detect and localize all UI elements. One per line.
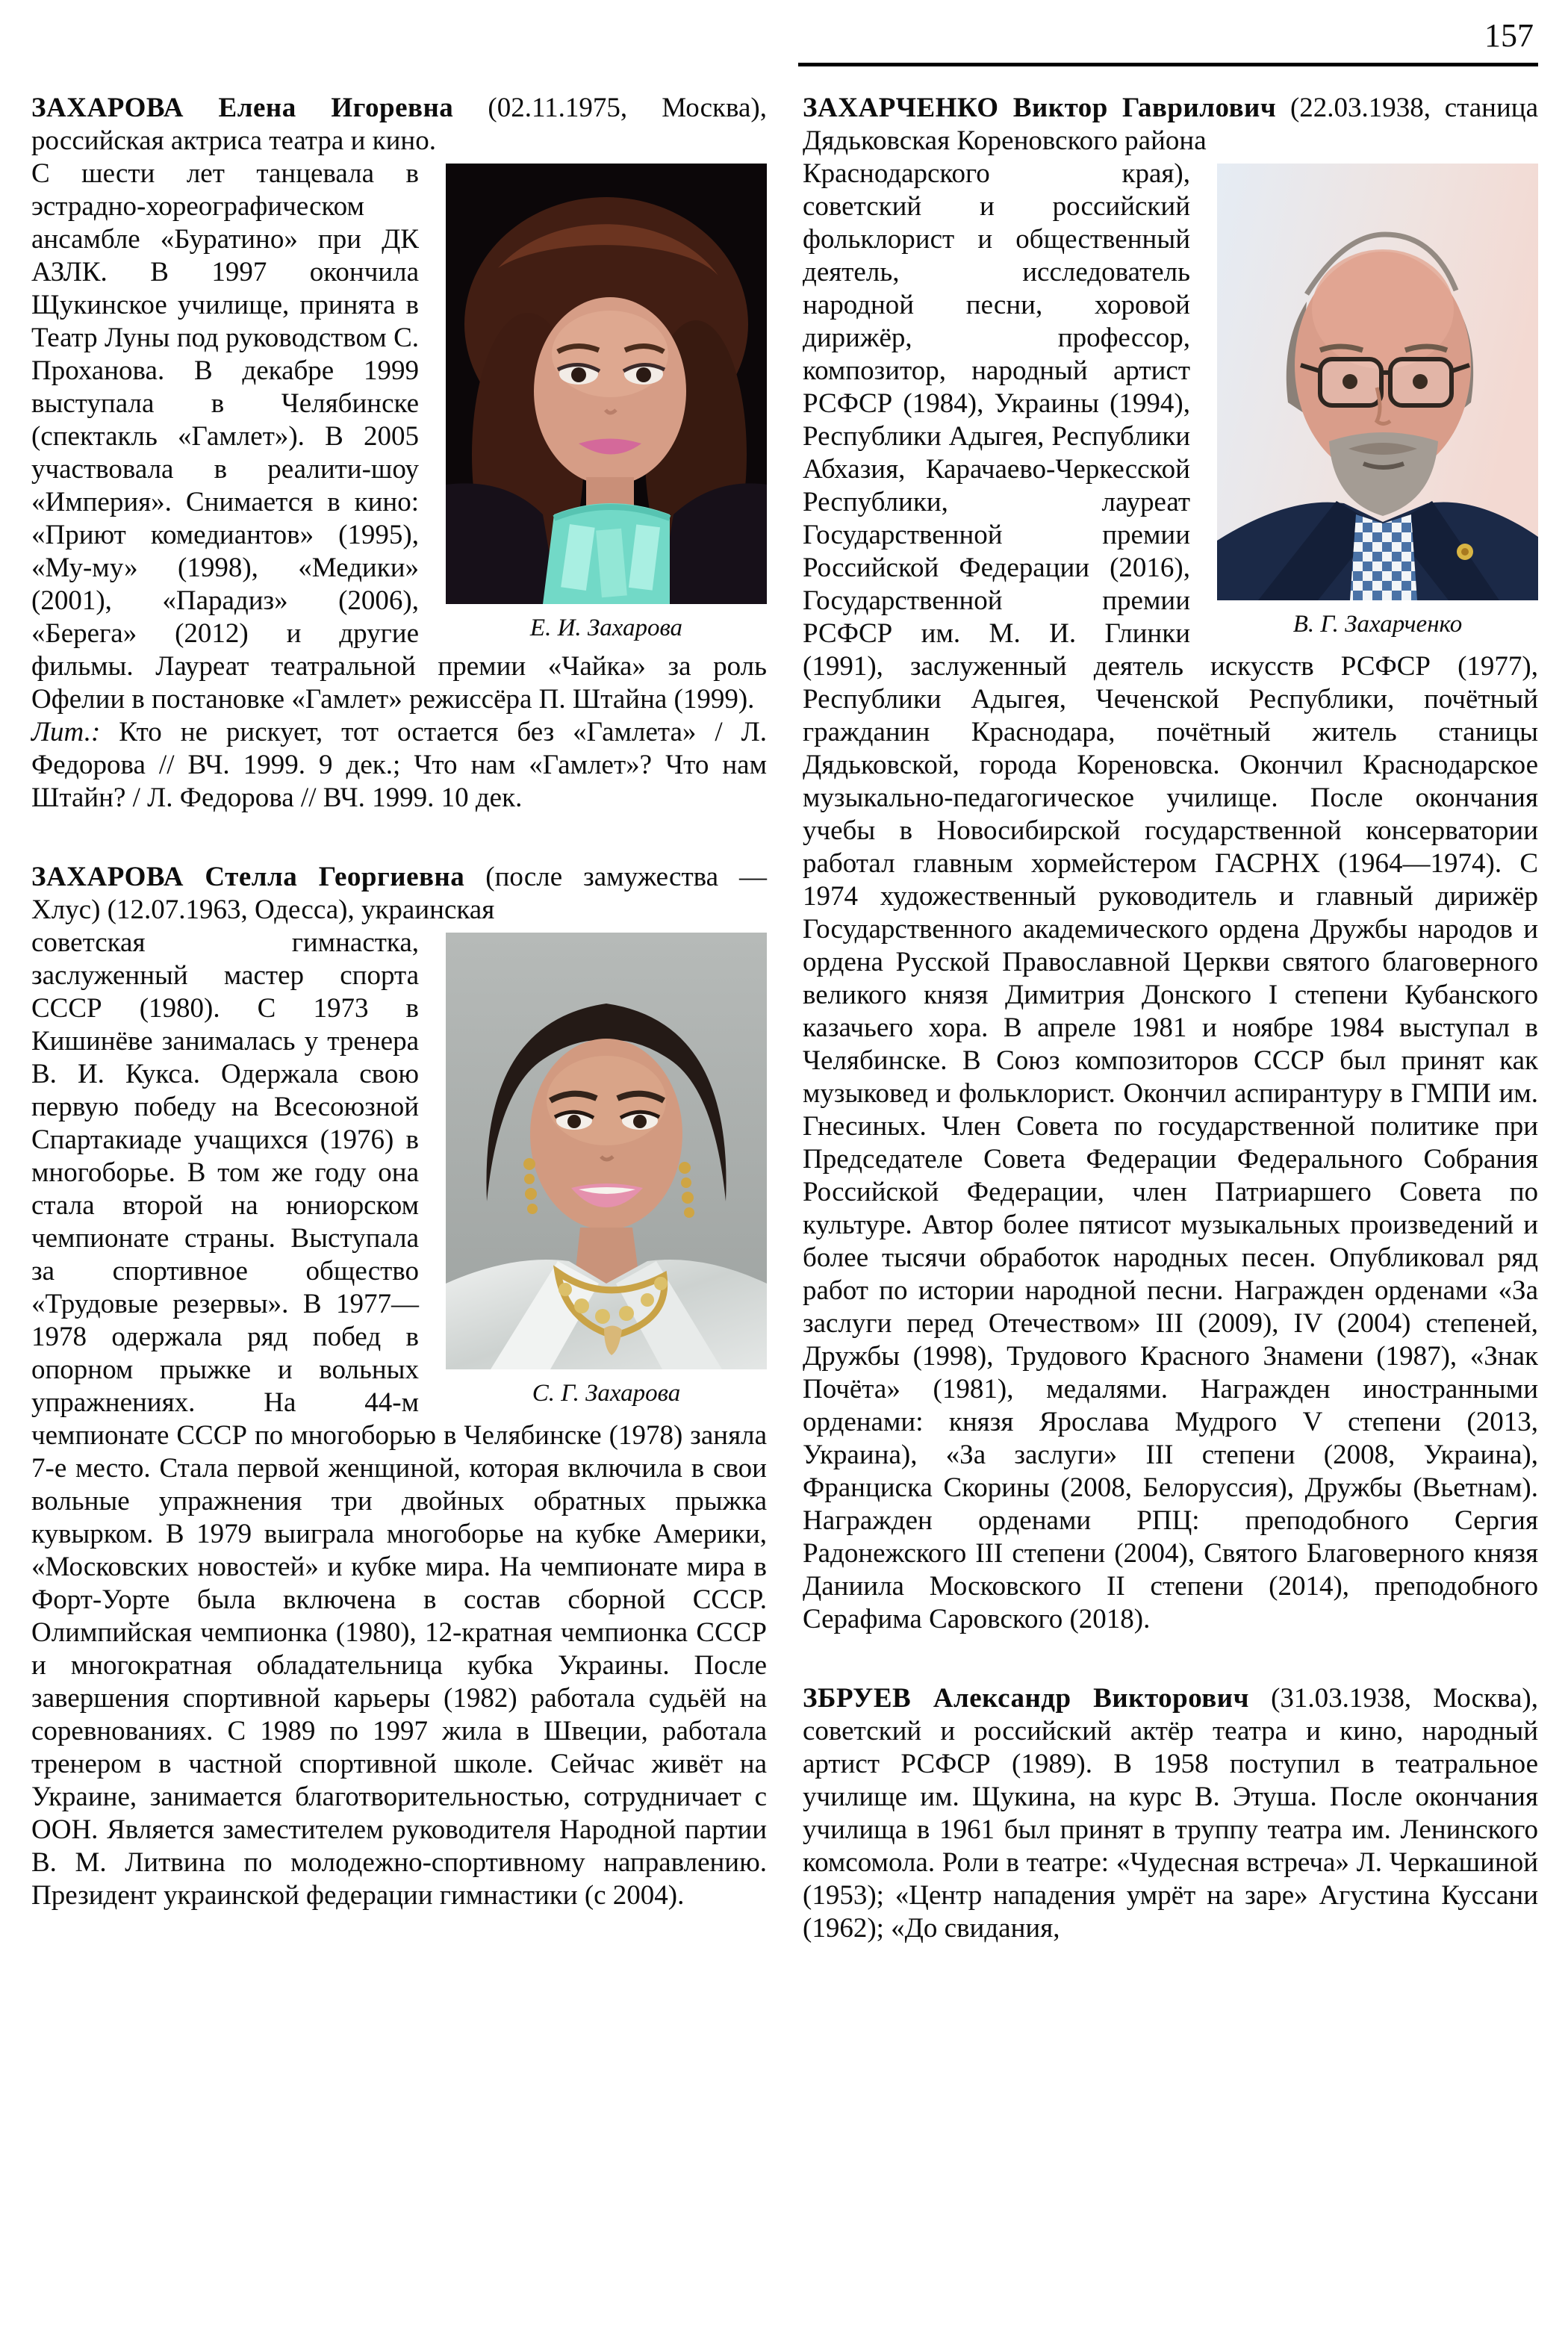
left-column xyxy=(31,92,767,1945)
entry-name: ЗАХАРОВА Стелла Георгиевна xyxy=(31,862,465,892)
man-portrait-photo xyxy=(1217,164,1538,600)
entry-zakharova-elena xyxy=(31,92,767,815)
photo-caption: Е. И. Захарова xyxy=(529,615,683,641)
literature-paragraph xyxy=(31,716,767,815)
right-column xyxy=(803,92,1538,1945)
woman-portrait-photo xyxy=(446,933,767,1369)
entry-lead-paragraph xyxy=(31,861,767,927)
literature-text: Кто не рискует, тот остается без «Гамлета» / Л. Федорова // ВЧ. 1999. 9 дек.; Что нам «Гамлет»? Что нам Штайн? / Л. Федорова // ВЧ. 1999. 10 дек. xyxy=(31,717,768,813)
page-header xyxy=(798,16,1538,66)
photo-caption: С. Г. Захарова xyxy=(532,1380,681,1407)
two-column-layout xyxy=(31,92,1538,1945)
entry-body-text: (31.03.1938, Москва), советский и российский актёр театра и кино, народный артист РСФСР (1989). В 1958 поступил в театральное училище им. Щукина, на курс В. Этуша. После окончания училища в 1961 был принят в труппу театра им. Ленинского комсомола. Роли в театре: «Чудесная встреча» Л. Черкашиной (1953); «Центр нападения умрёт на заре» Агустина Куссани (1962); «До свидания, xyxy=(803,1683,1538,1944)
entry-lead-text: (22.03.1938, станица Дядьковская Кореновского района xyxy=(803,93,1538,156)
page-number: 157 xyxy=(1484,17,1534,54)
entry-name: ЗБРУЕВ Александр Викторович xyxy=(803,1683,1249,1714)
woman-portrait-photo xyxy=(446,164,767,604)
photo-stella-zakharova xyxy=(446,933,767,1408)
entry-name: ЗАХАРОВА Елена Игоревна xyxy=(31,93,454,123)
entry-lead-paragraph xyxy=(803,1682,1538,1945)
photo-caption: В. Г. Захарченко xyxy=(1292,611,1463,638)
photo-viktor-zakharchenko xyxy=(1217,164,1538,639)
entry-lead-text: (02.11.1975, Москва), российская актриса театра и кино. xyxy=(31,93,768,156)
entry-name: ЗАХАРЧЕНКО Виктор Гаврилович xyxy=(803,93,1277,123)
photo-elena-zakharova xyxy=(446,164,767,643)
entry-body-text: Краснодарского края), советский и российский фольклорист и общественный деятель, исследователь народной песни, хоровой дирижёр, профессор, композитор, народный артист РСФСР (1984), Украины (1994), Республики Адыгея, Республики Абхазия, Карачаево-Черкесской Республики, лауреат Государственной премии Российской Федерации (2016), Государственной премии РСФСР им. М. И. Глинки (1991), заслуженный деятель искусств РСФСР (1977), Республики Адыгея, Чеченской Республики, почётный гражданин Краснодара, почётный житель станицы Дядьковской, города Кореновска. Окончил Краснодарское музыкально-педагогическое училище. После окончания учебы в Новосибирской государственной консерватории работал главным хормейстером ГАСРНХ (1964—1974). С 1974 художественный руководитель и главный дирижёр Государственного академического ордена Дружбы народов и ордена Русской Православной Церкви святого благоверного великого князя Димитрия Донского I степени Кубанского казачьего хора. В апреле 1981 и ноябре 1984 выступал в Челябинске. В Союз композиторов СССР был принят как музыковед и фольклорист. Окончил аспирантуру в ГМПИ им. Гнесиных. Член Совета по государственной политике при Председателе Совета Федерации Федерального Собрания Российской Федерации, член Патриаршего Совета по культуре. Автор более пятисот музыкальных произведений и более тысячи обработок народных песен. Опубликовал ряд работ по истории народной песни. Награжден орденами «За заслуги перед Отечеством» III (2009), IV (2004) степеней, Дружбы (1998), Трудового Красного Знамени (1987), «Знак Почёта» (1981), медалями. Награжден иностранными орденами: князя Ярослава Мудрого V степени (2013, Украина), «За заслуги» III степени (2008, Украина), Франциска Скорины (2008, Белоруссия), Дружбы (Вьетнам). Награжден орденами РПЦ: преподобного Сергия Радонежского III степени (2004), Святого Благоверного князя Даниила Московского II степени (2014), преподобного Серафима Саровского (2018). xyxy=(803,158,1538,1634)
entry-zakharova-stella xyxy=(31,861,767,1912)
entry-lead-paragraph xyxy=(803,92,1538,158)
entry-body-text: советская гимнастка, заслуженный мастер спорта СССР (1980). С 1973 в Кишинёве занималась у тренера В. И. Кукса. Одержала свою первую победу на Всесоюзной Спартакиаде учащихся (1976) в многоборье. В том же году она стала второй на юниорском чемпионате страны. Выступала за спортивное общество «Трудовые резервы». В 1977—1978 одержала ряд побед в опорном прыжке и вольных упражнениях. На 44-м чемпионате СССР по многоборью в Челябинске (1978) заняла 7-е место. Стала первой женщиной, которая включила в свои вольные упражнения три двойных обратных прыжка кувырком. В 1979 выиграла многоборье на кубке Америки, «Московских новостей» и кубке мира. На чемпионате мира в Форт-Уорте была включена в состав сборной СССР. Олимпийская чемпионка (1980), 12-кратная чемпионка СССР и многократная обладательница кубка Украины. После завершения спортивной карьеры (1982) работала судьёй на соревнованиях. С 1989 по 1997 жила в Швеции, работала тренером в частной спортивной школе. Сейчас живёт на Украине, занимается благотворительностью, сотрудничает с ООН. Является заместителем руководителя Народной партии В. М. Литвина по молодежно-спортивному направлению. Президент украинской федерации гимнастики (с 2004). xyxy=(31,927,767,1911)
entry-lead-text: (после замужества — Хлус) (12.07.1963, Одесса), украинская xyxy=(31,862,767,925)
entry-body-text: С шести лет танцевала в эстрадно-хореографическом ансамбле «Буратино» при ДК АЗЛК. В 1997 окончила Щукинское училище, принята в Театр Луны под руководством С. Проханова. В декабре 1999 выступала в Челябинске (спектакль «Гамлет»). В 2005 участвовала в реалити-шоу «Империя». Снимается в кино: «Приют комедиантов» (1995), «Му-му» (1998), «Медики» (2001), «Парадиз» (2006), «Берега» (2012) и другие фильмы. Лауреат театральной премии «Чайка» за роль Офелии в постановке «Гамлет» режиссёра П. Штайна (1999). xyxy=(31,158,767,715)
entry-lead-paragraph xyxy=(31,92,767,158)
entry-zbruev xyxy=(803,1682,1538,1945)
entry-zakharchenko xyxy=(803,92,1538,1636)
literature-label: Лит.: xyxy=(31,717,101,747)
